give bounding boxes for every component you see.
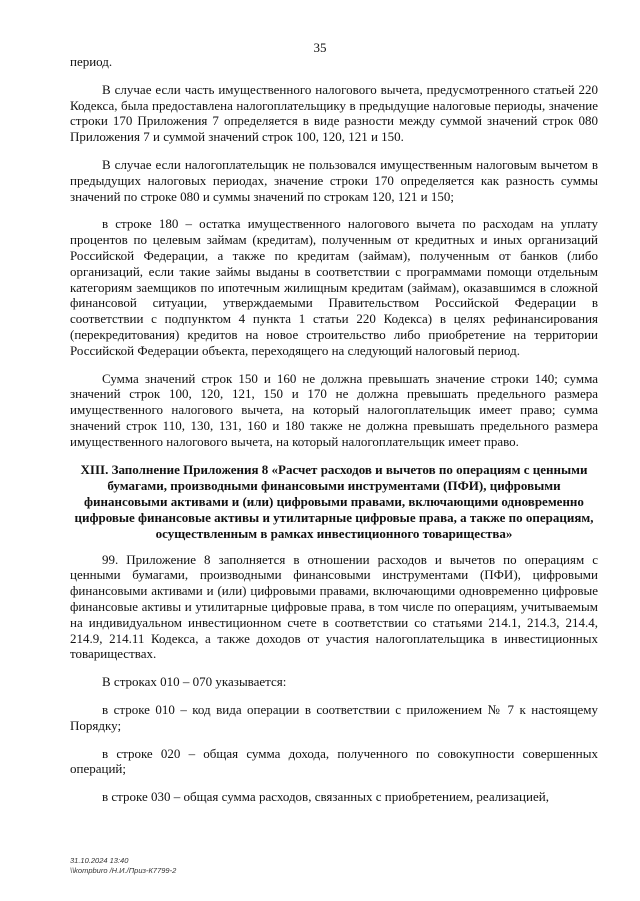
footer-path: \\kompburo /Н.И./Приз-К7799-2 (70, 866, 177, 875)
paragraph-99: 99. Приложение 8 заполняется в отношении расходов и вычетов по операциям с ценными бумагами, производными финансовыми инструментами (ПФИ), цифровыми финансовыми активами и (или) цифровыми правами, включающими одновременно цифровые финансовые активы и утилитарные цифровые права, в том числе по операциям, учитываемым на индивидуальном инвестиционном счете в соответствии со статьями 214.1, 214.3, 214.4, 214.9, 214.11 Кодекса, а также доходов от участия налогоплательщика в инвестиционных товариществах. (70, 551, 598, 662)
paragraph-lines-010-070: В строках 010 – 070 указывается: (102, 674, 287, 690)
document-body (70, 54, 598, 817)
paragraph-line-030: в строке 030 – общая сумма расходов, связанных с приобретением, реализацией, (102, 789, 549, 805)
footer-stamp (70, 856, 176, 876)
paragraph-no-deduction: В случае если налогоплательщик не пользовался имущественным налоговым вычетом в предыдущих налоговых периодах, значение строки 170 определяется как разность суммы значений по строке 080 и суммы значений по строкам 120, 121 и 150; (70, 156, 598, 204)
section-heading: XIII. Заполнение Приложения 8 «Расчет расходов и вычетов по операциям с ценными бумагами, производными финансовыми инструментами (ПФИ), цифровыми финансовыми активами и (или) цифровыми правами, включающими одновременно цифровые финансовые активы и утилитарные цифровые права, а также по операциям, осуществленным в рамках инвестиционного товарищества» (74, 461, 594, 541)
paragraph-line-010: в строке 010 – код вида операции в соответствии с приложением № 7 к настоящему Порядку; (70, 701, 598, 733)
paragraph-line-180: в строке 180 – остатка имущественного налогового вычета по расходам на уплату процентов по целевым займам (кредитам), полученным от кредитных и иных организаций Российской Федерации, а также по кредитам (займам), полученным от банков (либо организаций, если такие займы выданы в соответствии с программами помощи отдельным категориям заемщиков по ипотечным жилищным кредитам (займам), оказавшимся в сложной финансовой ситуации, утверждаемыми Правительством Российской Федерации в соответствии с подпунктом 4 пункта 1 статьи 220 Кодекса) в целях рефинансирования (перекредитования) кредитов на новое строительство либо приобретение на территории Российской Федерации объекта, переходящего на следующий налоговый период. (70, 216, 598, 358)
paragraph-sum-rules: Сумма значений строк 150 и 160 не должна превышать значение строки 140; сумма значений строк 100, 120, 121, 150 и 170 не должна превышать предельного размера имущественного налогового вычета, на который налогоплательщик имеет право; сумма значений строк 110, 130, 131, 160 и 180 также не должна превышать предельного размера имущественного налогового вычета, на который налогоплательщик имеет право. (70, 370, 598, 449)
paragraph-line-020: в строке 020 – общая сумма дохода, полученного по совокупности совершенных операций; (70, 745, 598, 777)
page-number: 35 (313, 40, 327, 55)
paragraph-partial-deduction: В случае если часть имущественного налогового вычета, предусмотренного статьей 220 Кодекса, была предоставлена налогоплательщику в предыдущие налоговые периоды, значение строки 170 Приложения 7 определяется в виде разности между суммой значений строк 080 Приложения 7 и суммой значений строк 100, 120, 121 и 150. (70, 81, 598, 145)
paragraph-continuation: период. (70, 54, 113, 69)
footer-timestamp: 31.10.2024 13:40 (70, 856, 129, 865)
